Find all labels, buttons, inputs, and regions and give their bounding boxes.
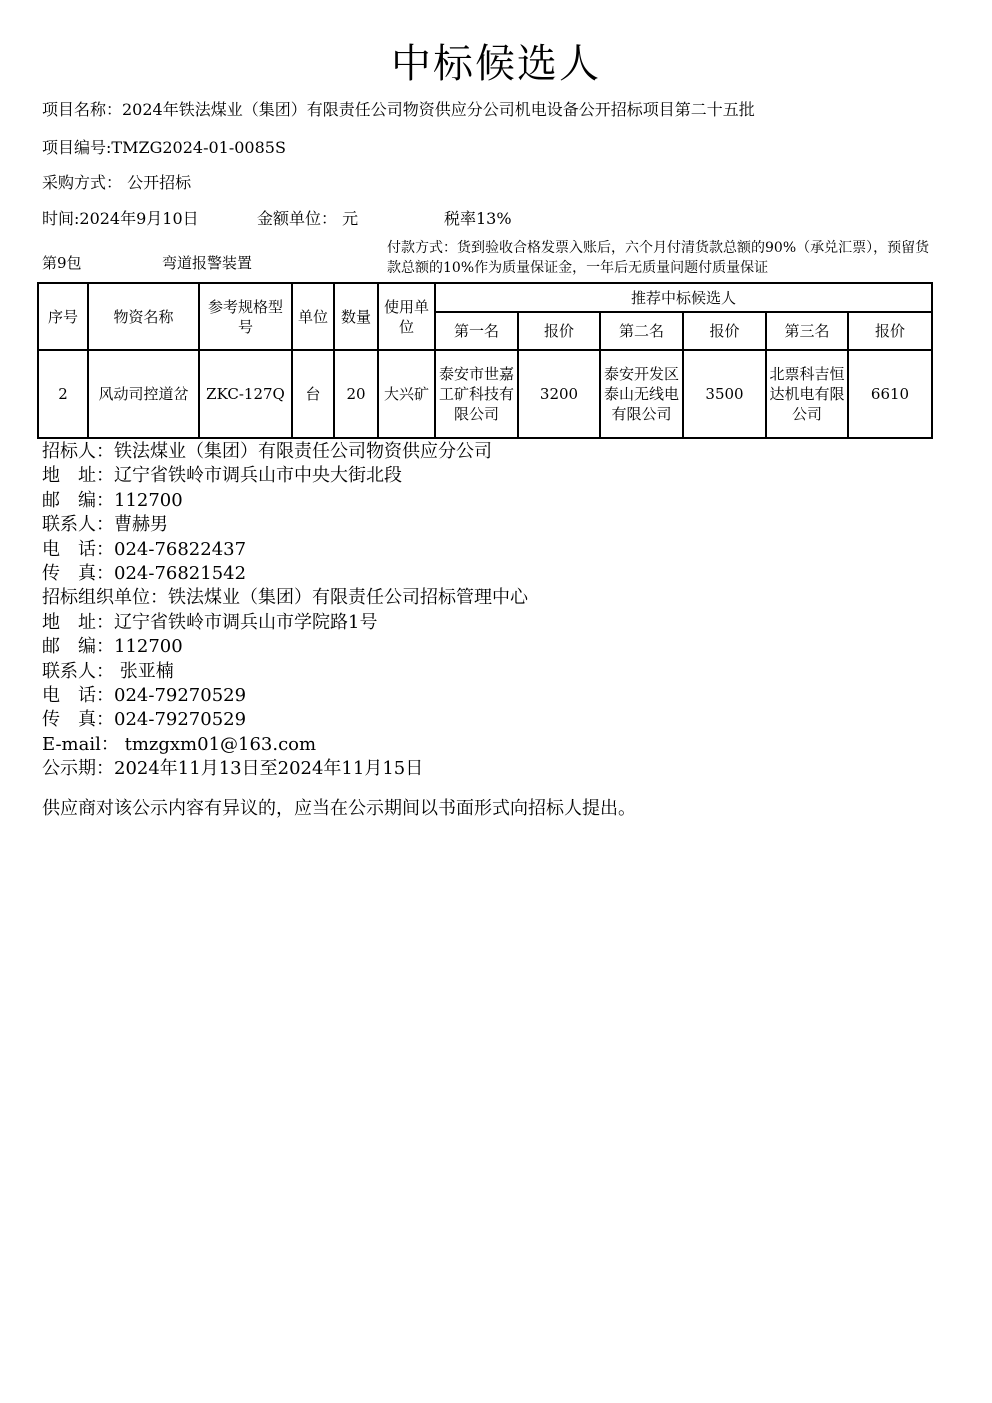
table-header-row (38, 283, 932, 312)
agency-contact: 联系人： 张亚楠 (42, 660, 174, 682)
header-user: 使用单位 (378, 283, 435, 350)
project-name: 项目名称：2024年铁法煤业（集团）有限责任公司物资供应分公司机电设备公开招标项目第二十五批 (42, 100, 755, 119)
tenderer-fax: 传 真：024-76821542 (42, 563, 247, 585)
agency-address: 地 址：辽宁省铁岭市调兵山市学院路1号 (42, 611, 378, 633)
cell-user: 大兴矿 (378, 350, 435, 438)
cell-first: 泰安市世嘉工矿科技有限公司 (435, 350, 518, 438)
package-number: 第9包 (42, 254, 82, 272)
cell-seq: 2 (38, 350, 88, 438)
agency-postcode: 邮 编：112700 (42, 636, 183, 658)
agency-fax: 传 真：024-79270529 (42, 709, 247, 731)
header-price-2: 报价 (683, 312, 766, 350)
cell-third: 北票科吉恒达机电有限公司 (766, 350, 848, 438)
cell-price-2: 3500 (683, 350, 766, 438)
header-qty: 数量 (334, 283, 378, 350)
header-price-3: 报价 (848, 312, 932, 350)
purchase-method: 采购方式： 公开招标 (42, 173, 192, 192)
tenderer-phone: 电 话：024-76822437 (42, 538, 247, 560)
cell-spec: ZKC-127Q (199, 350, 292, 438)
header-material: 物资名称 (88, 283, 199, 350)
tenderer-contact: 联系人：曹赫男 (42, 514, 168, 536)
page-title: 中标候选人 (391, 41, 601, 87)
cell-qty: 20 (334, 350, 378, 438)
publish-time: 时间:2024年9月10日 (42, 209, 199, 228)
tax-rate: 税率13% (444, 209, 512, 228)
cell-price-1: 3200 (518, 350, 600, 438)
package-name: 弯道报警装置 (162, 254, 253, 272)
agency-phone: 电 话：024-79270529 (42, 685, 247, 707)
header-first: 第一名 (435, 312, 518, 350)
project-number: 项目编号:TMZG2024-01-0085S (42, 138, 286, 157)
header-third: 第三名 (766, 312, 848, 350)
currency-unit: 金额单位： 元 (257, 209, 359, 228)
payment-terms: 付款方式：货到验收合格发票入账后，六个月付清货款总额的90%（承兑汇票），预留货款总额的10%作为质量保证金，一年后无质量问题付质量保证 (387, 240, 930, 276)
header-unit: 单位 (292, 283, 334, 350)
cell-second: 泰安开发区泰山无线电有限公司 (600, 350, 683, 438)
objection-notice: 供应商对该公示内容有异议的，应当在公示期间以书面形式向招标人提出。 (42, 798, 636, 819)
header-second: 第二名 (600, 312, 683, 350)
tenderer-address: 地 址：辽宁省铁岭市调兵山市中央大街北段 (42, 465, 402, 487)
cell-price-3: 6610 (848, 350, 932, 438)
package-row (42, 238, 932, 278)
contact-info (42, 440, 528, 782)
tenderer-postcode: 邮 编：112700 (42, 489, 183, 511)
header-spec: 参考规格型号 (199, 283, 292, 350)
agency: 招标组织单位：铁法煤业（集团）有限责任公司招标管理中心 (42, 587, 528, 609)
cell-material: 风动司控道岔 (88, 350, 199, 438)
table-row (38, 350, 932, 438)
candidates-table (37, 282, 933, 439)
header-candidates: 推荐中标候选人 (435, 283, 932, 312)
meta-line (42, 209, 512, 229)
header-seq: 序号 (38, 283, 88, 350)
publicity-period: 公示期：2024年11月13日至2024年11月15日 (42, 758, 424, 780)
agency-email: E-mail： tmzgxm01@163.com (42, 733, 317, 755)
cell-unit: 台 (292, 350, 334, 438)
tenderer: 招标人：铁法煤业（集团）有限责任公司物资供应分公司 (42, 441, 492, 462)
header-price-1: 报价 (518, 312, 600, 350)
